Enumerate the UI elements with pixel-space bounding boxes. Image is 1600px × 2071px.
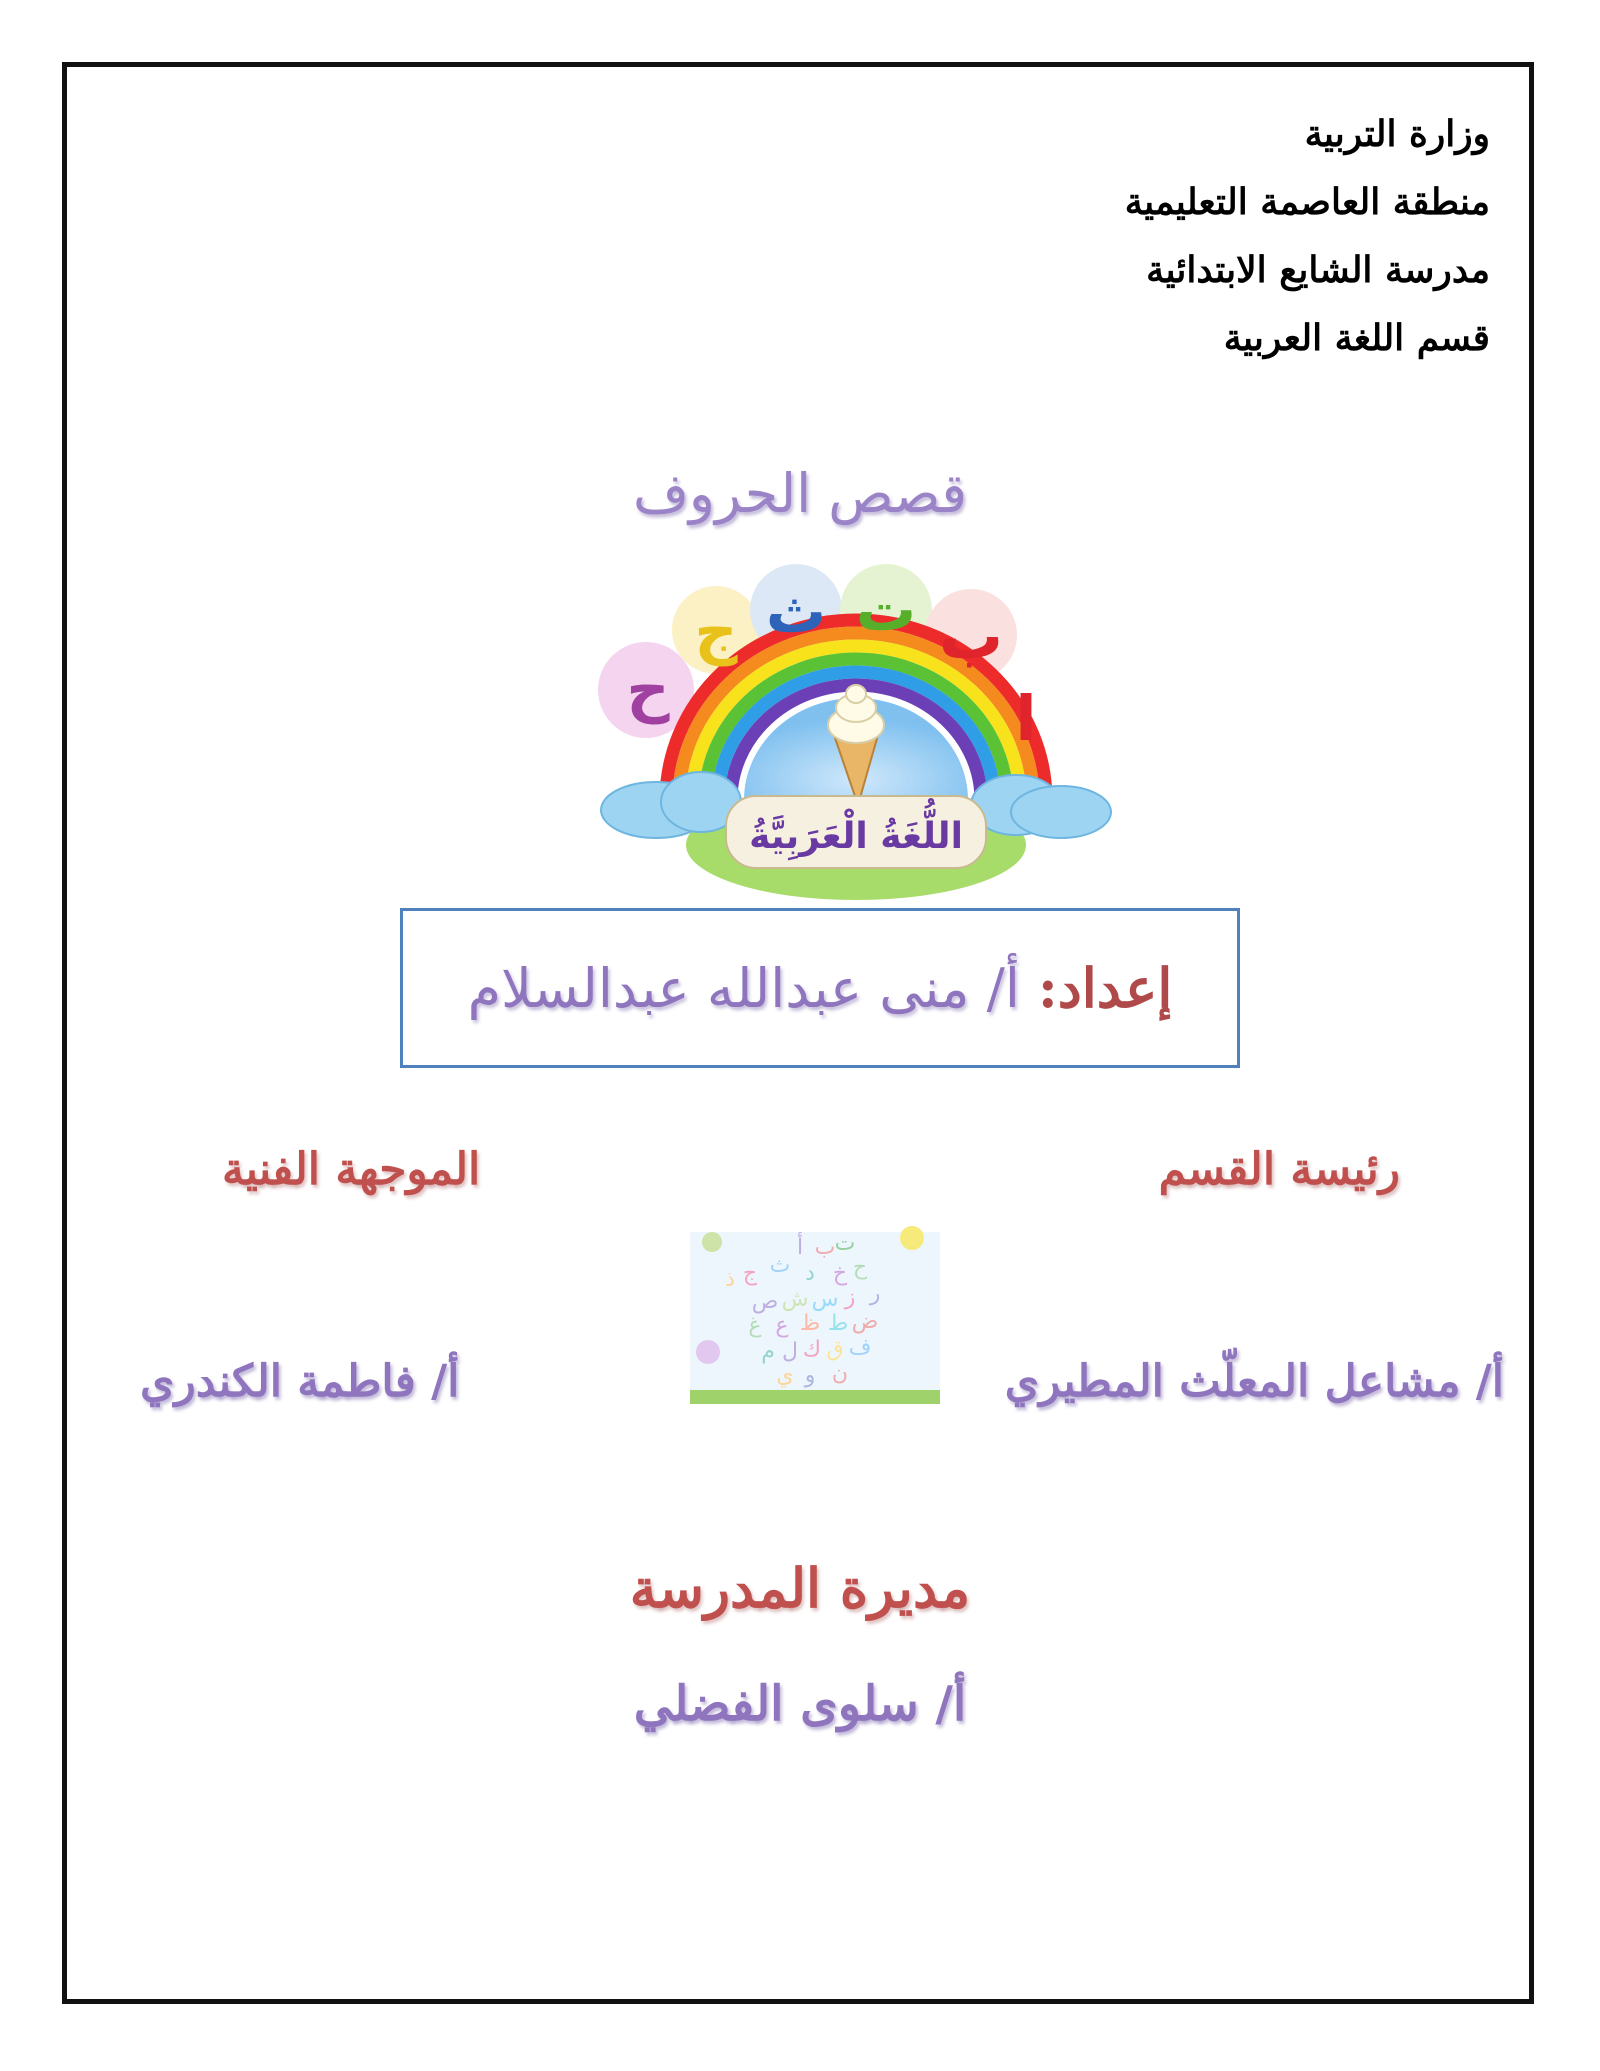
alphabet-glyph: د	[805, 1261, 815, 1286]
district-name: منطقة العاصمة التعليمية	[1124, 181, 1490, 223]
supervisor-name: أ/ فاطمة الكندري	[140, 1356, 460, 1407]
document-title: قصص الحروف	[632, 462, 968, 525]
alphabet-glyph: ش	[781, 1287, 809, 1312]
alphabet-glyph: ق	[826, 1337, 844, 1362]
alphabet-glyph: غ	[748, 1313, 762, 1338]
alphabet-glyph: ن	[831, 1361, 849, 1386]
alphabet-glyph: ط	[827, 1311, 849, 1336]
school-name: مدرسة الشايع الابتدائية	[1146, 249, 1490, 291]
balloon-icon	[900, 1226, 924, 1250]
department-name: قسم اللغة العربية	[1223, 317, 1490, 359]
letter-ta: ت	[855, 575, 917, 645]
letter-jim: ج	[694, 597, 738, 667]
alphabet-glyph: ف	[848, 1335, 872, 1360]
image-grass	[690, 1390, 940, 1404]
arabic-language-logo	[596, 560, 1116, 900]
alphabet-glyph: ر	[869, 1281, 881, 1306]
alphabet-glyph: ث	[769, 1253, 791, 1278]
principal-title: مديرة المدرسة	[629, 1556, 971, 1620]
prepared-by-label: إعداد:	[1037, 956, 1173, 1020]
head-of-department-title: رئيسة القسم	[1158, 1144, 1400, 1195]
ministry-name: وزارة التربية	[1304, 113, 1490, 155]
letter-ba: ب	[938, 600, 1004, 674]
letter-tha: ث	[765, 577, 827, 647]
alphabet-balloons-image	[690, 1222, 940, 1412]
alphabet-glyph: ص	[751, 1289, 779, 1314]
header-block	[1125, 100, 1490, 372]
alphabet-glyph: ظ	[799, 1311, 821, 1336]
letter-alif: ا	[1015, 682, 1037, 755]
balloon-icon	[696, 1340, 720, 1364]
alphabet-glyph: س	[811, 1287, 839, 1312]
balloon-icon	[702, 1232, 722, 1252]
alphabet-glyph: ج	[742, 1261, 758, 1286]
alphabet-glyph: ب	[814, 1235, 836, 1260]
alphabet-glyph: أ	[796, 1235, 804, 1260]
head-of-department-name: أ/ مشاعل المعلّث المطيري	[1004, 1356, 1504, 1407]
alphabet-glyph: ز	[844, 1285, 856, 1310]
alphabet-glyph: خ	[832, 1261, 848, 1286]
alphabet-glyph: ك	[802, 1337, 822, 1362]
alphabet-glyph: ع	[775, 1313, 789, 1338]
prepared-by-name: أ/ منى عبدالله عبدالسلام	[467, 956, 1020, 1020]
alphabet-glyph: م	[761, 1339, 775, 1364]
alphabet-glyph: ح	[852, 1255, 868, 1280]
principal-name: أ/ سلوى الفضلي	[633, 1676, 967, 1732]
alphabet-glyph: ل	[782, 1339, 798, 1364]
supervisor-title: الموجهة الفنية	[222, 1144, 481, 1195]
alphabet-glyph: ت	[834, 1231, 856, 1256]
alphabet-glyph: ض	[851, 1309, 879, 1334]
letter-ha: ح	[626, 655, 670, 725]
alphabet-glyph: ي	[776, 1363, 794, 1388]
prepared-by-box	[400, 908, 1240, 1068]
alphabet-glyph: ذ	[725, 1267, 735, 1292]
banner-text: اللُّغَةُ الْعَرَبِيَّةُ	[749, 816, 963, 857]
alphabet-glyph: و	[804, 1363, 816, 1388]
